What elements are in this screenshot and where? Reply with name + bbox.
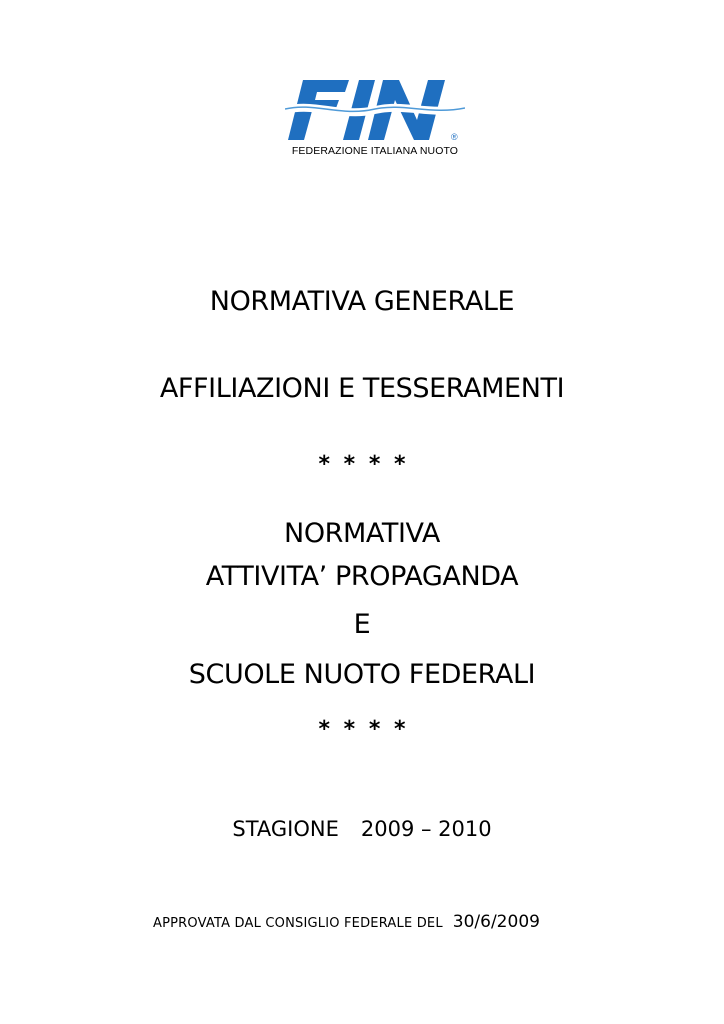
season-years: 2009 – 2010 (360, 817, 492, 841)
title-affiliazioni-tesseramenti: AFFILIAZIONI E TESSERAMENTI (159, 373, 565, 404)
title-scuole-nuoto-federali: SCUOLE NUOTO FEDERALI (188, 659, 536, 690)
season-label: STAGIONE (232, 817, 339, 841)
title-attivita-propaganda: ATTIVITA’ PROPAGANDA (205, 561, 519, 592)
separator-stars-1: * * * * (318, 452, 406, 477)
title-normativa: NORMATIVA (284, 518, 440, 549)
approval-date: 30/6/2009 (452, 912, 540, 932)
fin-logo-mark (285, 78, 465, 142)
fin-logo (285, 78, 465, 162)
season-line (0, 817, 724, 841)
registered-mark: ® (451, 132, 458, 142)
separator-stars-2: * * * * (318, 717, 406, 742)
approval-line (153, 912, 540, 932)
title-conjunction-e: E (353, 609, 371, 640)
approval-label: APPROVATA DAL CONSIGLIO FEDERALE DEL (153, 916, 443, 931)
logo-caption: FEDERAZIONE ITALIANA NUOTO (291, 145, 459, 157)
title-normativa-generale: NORMATIVA GENERALE (209, 286, 515, 317)
